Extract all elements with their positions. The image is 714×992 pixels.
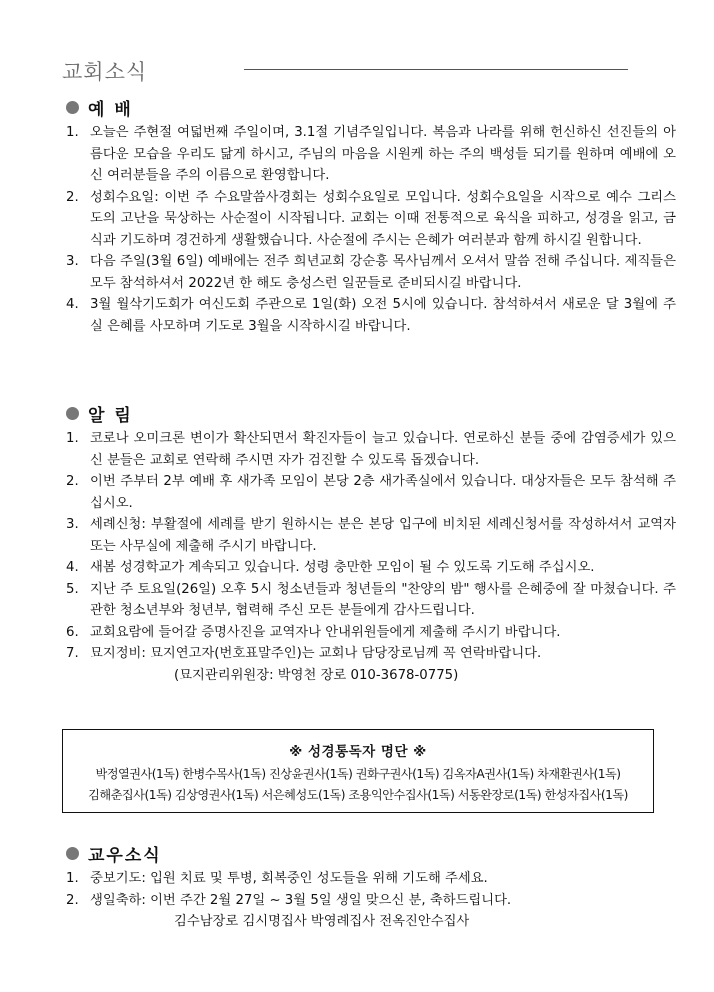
contact-line: (묘지관리위원장: 박영천 장로 010-3678-0775) [174, 667, 459, 683]
birthday-names: 김수남장로 김시명집사 박영례집사 전옥진안수집사 [174, 914, 470, 929]
list-item: 3. 세례신청: 부활절에 세례를 받기 원하시는 분은 본당 입구에 비치된 세례신청서를 작성하셔서 교역자 또는 사무실에 제출해 주시기 바랍니다. [66, 517, 676, 554]
list-item: 4. 3월 월삭기도회가 여신도회 주관으로 1일(화) 오전 5시에 있습니다. 참석하셔서 새로운 달 3월에 주실 은혜를 사모하며 기도로 3월을 시작하시길 바랍니다. [66, 297, 676, 334]
list-item: 1. 중보기도: 입원 치료 및 투병, 회복중인 성도들을 위해 기도해 주세요. [66, 871, 488, 886]
notices-list [66, 428, 676, 686]
worship-section [66, 96, 676, 337]
list-item: 3. 다음 주일(3월 6일) 예배에는 전주 희년교회 강순흥 목사님께서 오셔서 말씀 전해 주십니다. 제직들은 모두 참석하셔서 2022년 한 해도 충성스런 일꾼들로 준비되시길 바랍니다. [66, 254, 676, 291]
bullet-icon [66, 847, 79, 860]
header-divider [244, 69, 628, 70]
members-list [66, 868, 676, 933]
page-header [62, 56, 662, 86]
worship-list [66, 122, 676, 337]
notices-section [66, 402, 676, 686]
list-item: 2. 이번 주부터 2부 예배 후 새가족 모임이 본당 2층 새가족실에서 있습니다. 대상자들은 모두 참석해 주십시오. [66, 474, 676, 511]
page-title: 교회소식 [62, 60, 148, 84]
section-title: 예 배 [88, 99, 133, 120]
reader-line: 박정열권사(1독) 한병수목사(1독) 진상윤권사(1독) 권화구권사(1독) 김옥자A권사(1독) 차재환권사(1독) [95, 767, 621, 781]
list-item: 5. 지난 주 토요일(26일) 오후 5시 청소년들과 청년들의 "찬양의 밤" 행사를 은혜중에 잘 마쳤습니다. 주관한 청소년부와 청년부, 협력해 주신 모든 분들에게 감사드립니다. [66, 581, 676, 618]
section-title: 알 림 [88, 405, 133, 426]
bible-readers-box [62, 729, 654, 813]
list-item: 2. 성회수요일: 이번 주 수요말씀사경회는 성회수요일로 모입니다. 성회수요일을 시작으로 예수 그리스도의 고난을 묵상하는 사순절이 시작됩니다. 교회는 이때 전통적으로 육식을 피하고, 성경을 읽고, 금식과 기도하며 경건하게 생활했습니다. 사순절에 주시는 은혜가 여러분과 함께 하시길 원합니다. [66, 189, 676, 248]
list-item: 6. 교회요람에 들어갈 증명사진을 교역자나 안내위원들에게 제출해 주시기 바랍니다. [66, 624, 561, 640]
list-item: 2. 생일축하: 이번 주간 2월 27일 ~ 3월 5일 생일 맞으신 분, 축하드립니다. 김수남장로 김시명집사 박영례집사 전옥진안수집사 [66, 890, 676, 933]
section-title: 교우소식 [88, 845, 162, 866]
list-item: 1. 코로나 오미크론 변이가 확산되면서 확진자들이 늘고 있습니다. 연로하신 분들 중에 감염증세가 있으신 분들은 교회로 연락해 주시면 자가 검진할 수 있도록 돕겠습니다. [66, 431, 676, 468]
list-item: 7. 묘지정비: 묘지연고자(번호표말주인)는 교회나 담당장로님께 꼭 연락바랍니다. (묘지관리위원장: 박영천 장로 010-3678-0775) [66, 643, 676, 686]
list-item: 4. 새봄 성경학교가 계속되고 있습니다. 성령 충만한 모임이 될 수 있도록 기도해 주십시오. [66, 560, 595, 575]
bullet-icon [66, 101, 79, 114]
list-item: 1. 오늘은 주현절 여덟번째 주일이며, 3.1절 기념주일입니다. 복음과 나라를 위해 헌신하신 선진들의 아름다운 모습을 우리도 닮게 하시고, 주님의 마음을 시원케 하는 주의 백성들 되기를 원하며 예배에 오신 여러분들을 주의 이름으로 환영합니다. [66, 125, 676, 183]
box-title: ※ 성경통독자 명단 ※ [289, 744, 427, 760]
members-section [66, 842, 676, 933]
bullet-icon [66, 407, 79, 420]
reader-line: 김해춘집사(1독) 김상영권사(1독) 서은혜성도(1독) 조용익안수집사(1독) 서동완장로(1독) 한성자집사(1독) [88, 788, 628, 802]
